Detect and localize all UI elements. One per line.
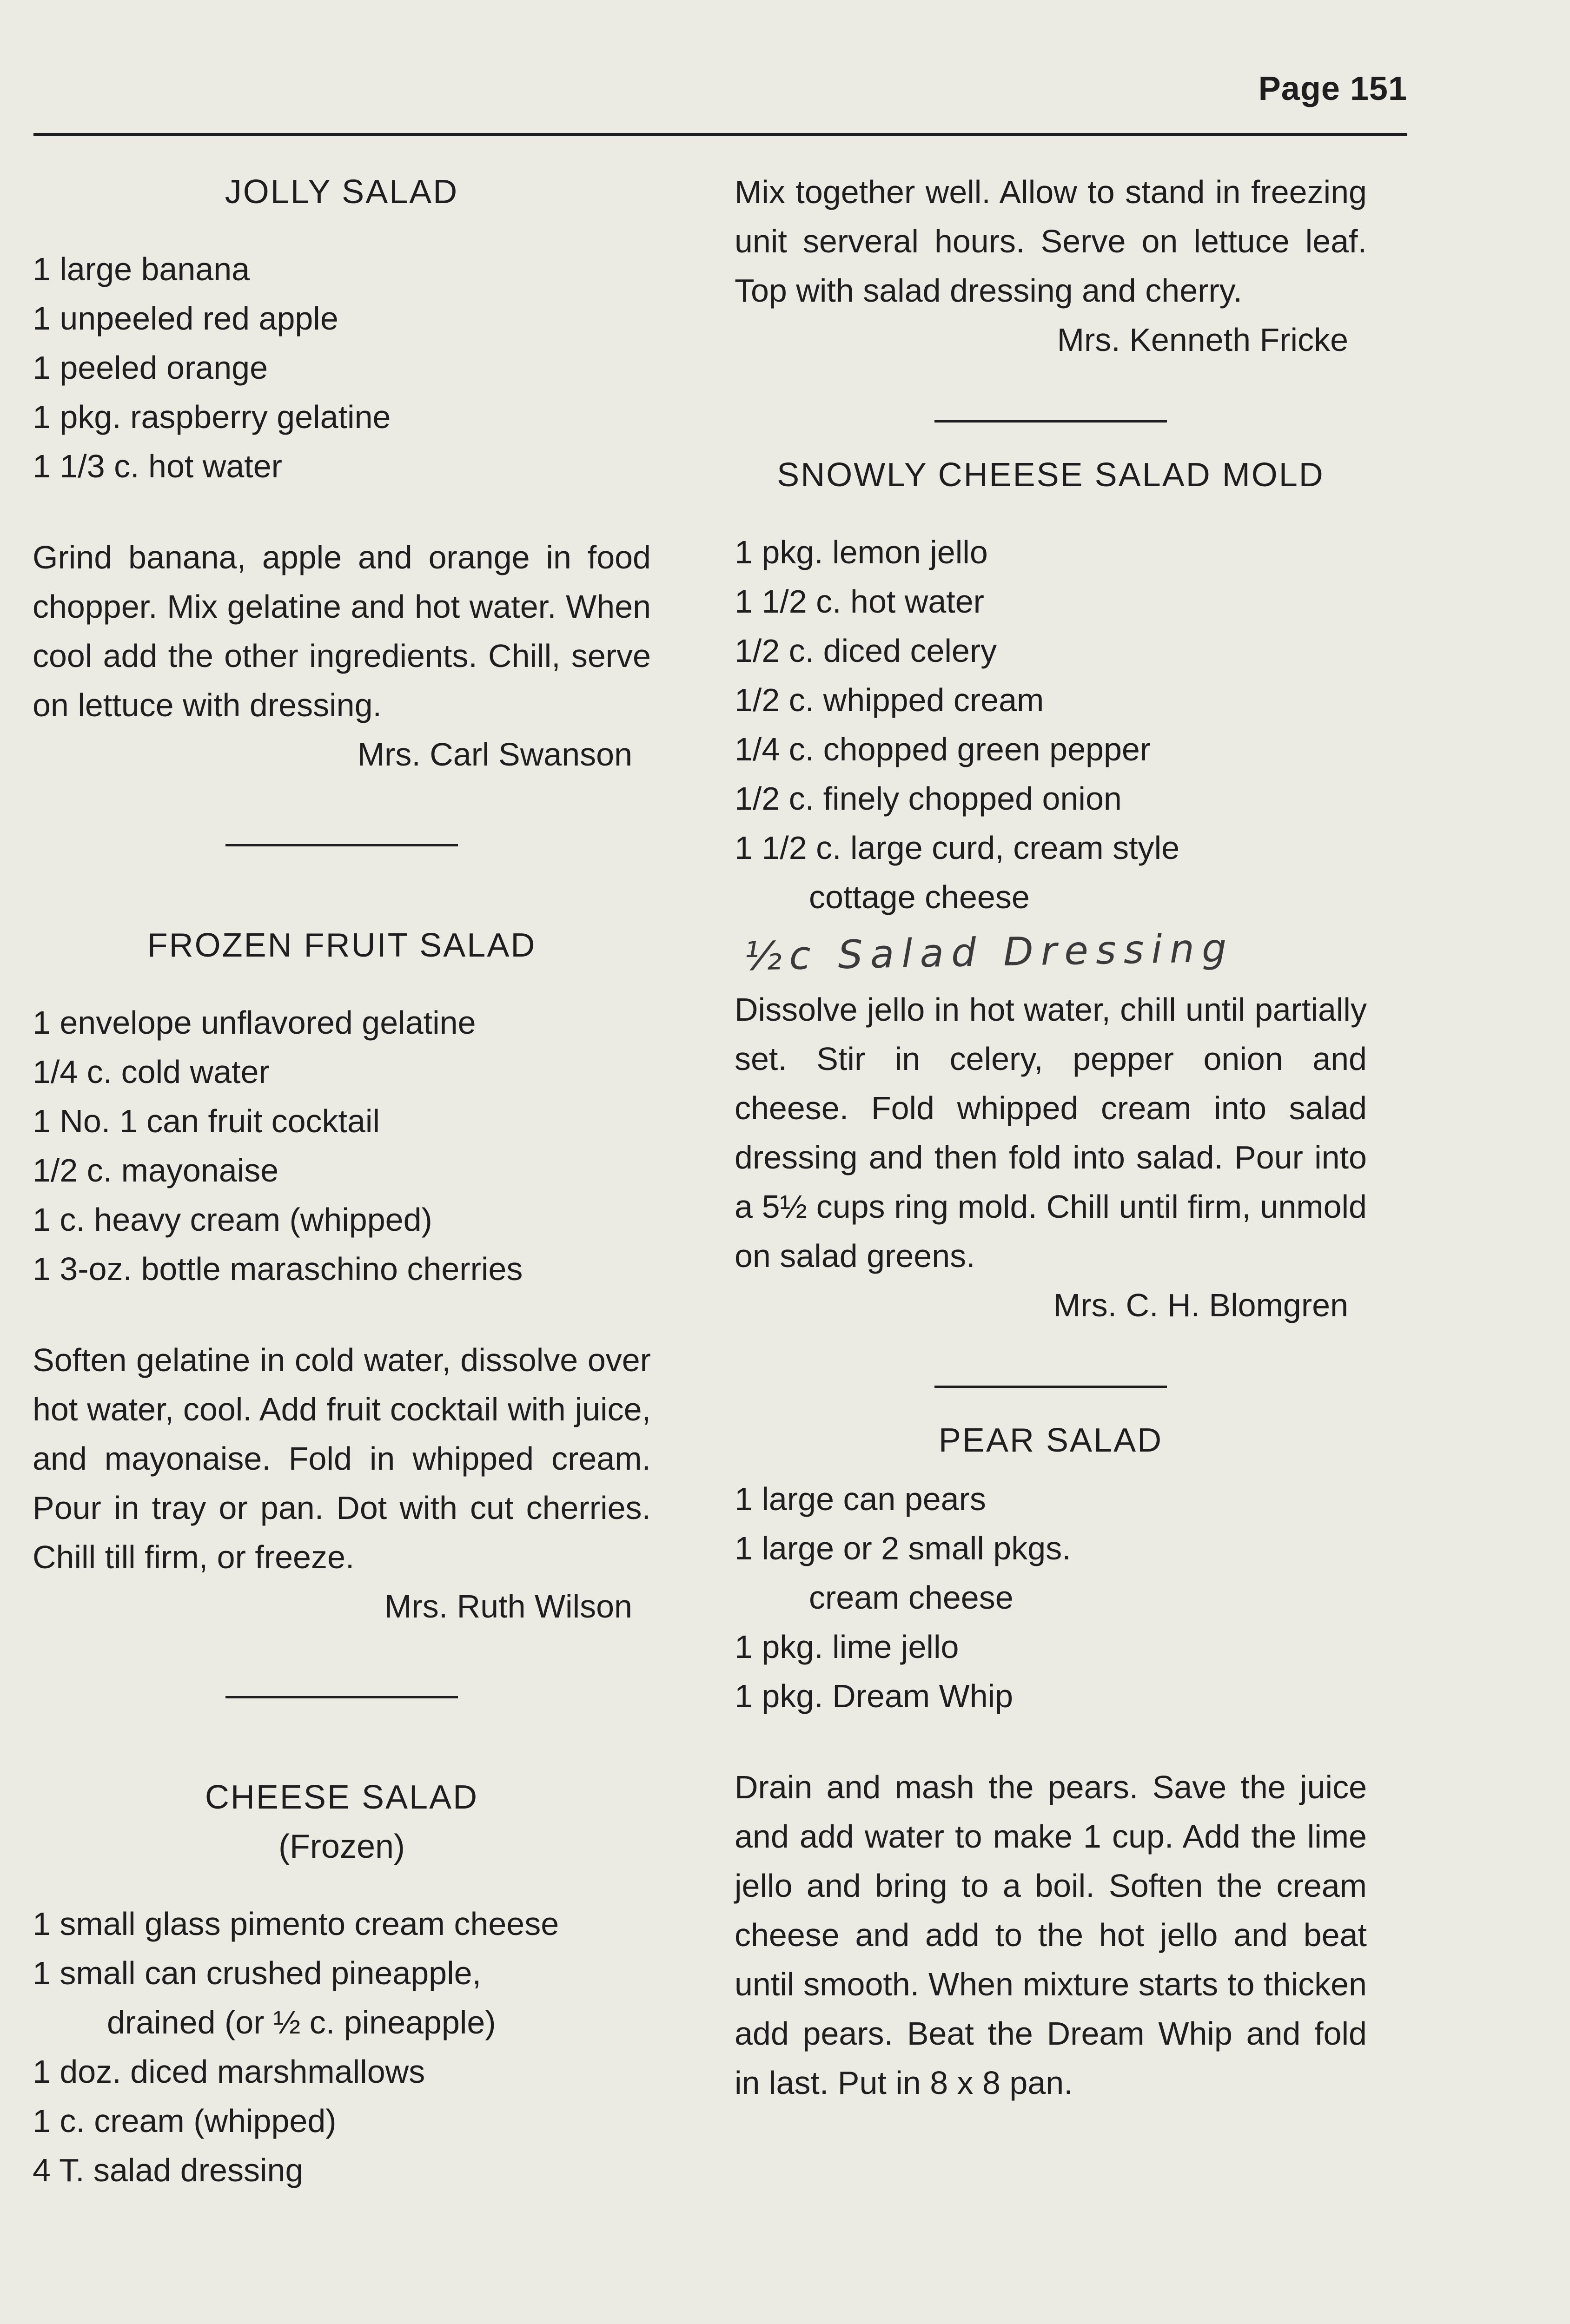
ingredient: 1 large or 2 small pkgs. [735,1530,1071,1566]
ingredient: 1 small glass pimento cream cheese [33,1906,559,1942]
ingredient-list [33,1899,651,2195]
recipe-author: Mrs. Kenneth Fricke [1057,322,1348,358]
ingredient: 1/2 c. mayonaise [33,1152,279,1188]
ingredient-list [735,1474,1367,1721]
recipe-author: Mrs. Carl Swanson [357,736,632,772]
ingredient-list [735,528,1367,922]
ingredient: 1 unpeeled red apple [33,300,338,337]
ingredient-list [33,998,651,1294]
recipe-continued [735,167,1367,364]
left-column [33,167,651,2237]
ingredient: 1 c. heavy cream (whipped) [33,1202,432,1238]
recipe-subtitle: (Frozen) [278,1828,405,1865]
recipe-title: CHEESE SALAD [205,1779,479,1816]
ingredient: 1 1/2 c. large curd, cream style [735,830,1180,866]
recipe-instructions: Soften gelatine in cold water, dissolve over hot water, cool. Add fruit cocktail with juice, and mayonaise. Fold in whipped cream. Pour in tray or pan. Dot with cut cherries. Chill till firm, or freeze. [33,1342,651,1575]
recipe-pear-salad [735,1416,1367,2107]
ingredient: 1 peeled orange [33,350,268,386]
ingredient-list [33,244,651,491]
recipe-instructions: Grind banana, apple and orange in food chopper. Mix gelatine and hot water. When cool add the other ingredients. Chill, serve on lettuce with dressing. [33,539,651,723]
recipe-separator [225,844,458,846]
ingredient: 1 pkg. raspberry gelatine [33,399,391,435]
ingredient: 1 pkg. lime jello [735,1629,959,1665]
recipe-separator [225,1696,458,1698]
ingredient: 1/2 c. finely chopped onion [735,780,1122,817]
page-number: Page 151 [1258,70,1407,107]
ingredient: drained (or ½ c. pineapple) [107,2004,496,2040]
recipe-author: Mrs. Ruth Wilson [384,1588,632,1624]
ingredient: cottage cheese [809,879,1030,915]
recipe-separator [934,1386,1167,1388]
ingredient: 1 1/2 c. hot water [735,583,984,620]
recipe-instructions: Drain and mash the pears. Save the juice and add water to make 1 cup. Add the lime jello and bring to a boil. Soften the cream cheese and add to the hot jello and beat until smooth. When mixture starts to thicken add pears. Beat the Dream Whip and fold in last. Put in 8 x 8 pan. [735,1769,1367,2101]
ingredient: 1 doz. diced marshmallows [33,2053,425,2090]
ingredient: 1 envelope unflavored gelatine [33,1004,476,1041]
ingredient: 4 T. salad dressing [33,2152,304,2188]
recipe-snowly-cheese-salad-mold [735,450,1367,1330]
recipe-separator [934,420,1167,423]
ingredient: 1 pkg. lemon jello [735,534,988,570]
ingredient: 1 large can pears [735,1481,986,1517]
ingredient: 1 c. cream (whipped) [33,2103,337,2139]
right-column [735,167,1367,2107]
recipe-title: JOLLY SALAD [225,173,459,211]
recipe-author: Mrs. C. H. Blomgren [1053,1287,1348,1323]
header-rule [33,133,1407,136]
handwritten-note: ½c Salad Dressing [743,925,1235,979]
ingredient: 1/2 c. diced celery [735,633,997,669]
ingredient: 1/2 c. whipped cream [735,682,1044,718]
ingredient: 1 3-oz. bottle maraschino cherries [33,1251,523,1287]
recipe-title: PEAR SALAD [938,1422,1163,1459]
recipe-jolly-salad [33,167,651,779]
ingredient: 1 large banana [33,251,250,287]
ingredient: 1 pkg. Dream Whip [735,1678,1014,1714]
recipe-cheese-salad [33,1773,651,2195]
recipe-title: SNOWLY CHEESE SALAD MOLD [777,456,1325,494]
ingredient: cream cheese [809,1579,1014,1616]
ingredient: 1/4 c. cold water [33,1054,270,1090]
recipe-instructions: Dissolve jello in hot water, chill until partially set. Stir in celery, pepper onion and cheese. Fold whipped cream into salad dressing and then fold into salad. Pour into a 5½ cups ring mold. Chill until firm, unmold on salad greens. [735,991,1367,1274]
ingredient: 1 1/3 c. hot water [33,448,282,484]
recipe-title: FROZEN FRUIT SALAD [147,927,537,964]
recipe-frozen-fruit-salad [33,921,651,1631]
ingredient: 1/4 c. chopped green pepper [735,731,1151,767]
recipe-instructions: Mix together well. Allow to stand in freezing unit serveral hours. Serve on lettuce leaf. Top with salad dressing and cherry. [735,174,1367,309]
ingredient: 1 No. 1 can fruit cocktail [33,1103,380,1139]
ingredient: 1 small can crushed pineapple, [33,1955,482,1991]
